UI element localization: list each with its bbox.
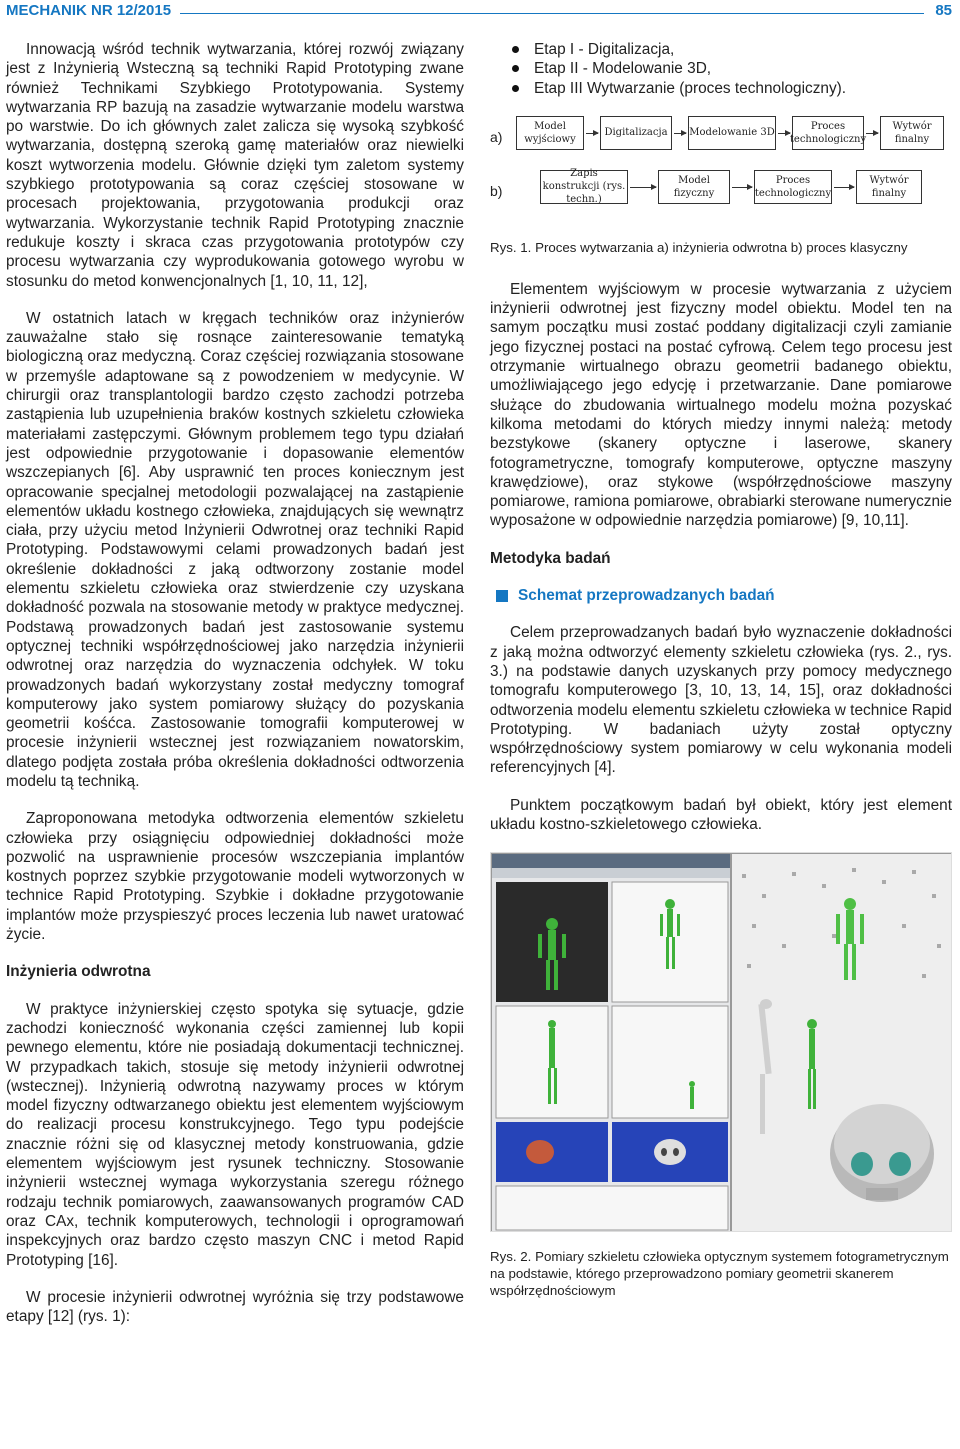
section-heading: Metodyka badań xyxy=(490,549,611,567)
arrow xyxy=(866,133,878,134)
diagram-box: Model wyjściowy xyxy=(516,116,584,150)
process-diagram xyxy=(490,112,952,217)
figure-caption: Rys. 2. Pomiary szkieletu człowieka optycznym systemem fotogrametrycznym na podstawie, którego przeprowadzono pomiary geometrii skanerem współrzędnościowym xyxy=(490,1249,949,1299)
row-label: b) xyxy=(490,182,503,199)
paragraph: Zaproponowana metodyka odtworzenia elementów szkieletu człowieka przy osiągnięciu odpowiedniej dokładności może pozwolić na usprawnienie procesów wszczepiania implantów kostnych poprzez szybkie przygotowanie modeli wytworzonych w technice Rapid Prototyping. Szybkie i dokładne przygotowanie implantów może przyspieszyć proces leczenia lub nawet uratować życie. xyxy=(6,810,464,944)
diagram-box: Wytwór finalny xyxy=(856,170,922,204)
arrow xyxy=(778,133,790,134)
diagram-box: Wytwór finalny xyxy=(880,116,944,150)
paragraph: W praktyce inżynierskiej często spotyka się sytuacje, gdzie zachodzi konieczność wykonania części zamiennej lub kopii pewnego elementu, które nie posiadają dokumentacji technicznej. W przypadkach takich, stosuje się metody inżynierii odwrotnej (wstecznej). Inżynierią odwrotną nazywamy proces w którym model fizyczny odtwarzanego obiektu jest elementem wyjściowym do realizacji procesu konstrukcyjnego. Tego typu podejście znacznie różni się od klasycznej metody konstruowania, gdzie elementem wyjściowym jest rysunek techniczny. Stosowanie inżynierii wstecznej wymaga wykorzystania szeregu różnego rodzaju technik pomiarowych, zaawansowanych programów CAD oraz CAx, technik komputerowych, technologii i oprogramowań inspekcyjnych oraz bardzo często maszyn CNC i metod Rapid Prototyping [16]. xyxy=(6,1000,464,1269)
stages-list xyxy=(508,40,952,98)
skeleton-renders xyxy=(731,853,952,1232)
arrow xyxy=(834,187,854,188)
software-screenshot xyxy=(491,853,731,1232)
row-label: a) xyxy=(490,128,503,145)
diagram-box: Modelowanie 3D xyxy=(688,116,776,150)
left-column xyxy=(6,40,464,1344)
diagram-box: Proces technologiczny xyxy=(754,170,832,204)
list-item: Etap II - Modelowanie 3D, xyxy=(508,59,952,78)
arrow xyxy=(586,133,598,134)
figure-caption: Rys. 1. Proces wytwarzania a) inżynieria odwrotna b) proces klasyczny xyxy=(490,239,908,255)
diagram-box: Zapis konstrukcji (rys. techn.) xyxy=(540,170,628,204)
paragraph: Celem przeprowadzanych badań było wyznaczenie dokładności z jaką można odtworzyć elementy szkieletu człowieka (rys. 2., rys. 3.) na podstawie danych uzyskanych przy pomocy medycznego tomografu komputerowego [3, 10, 13, 14, 15], oraz dokładności odtworzenia modelu elementu szkieletu człowieka w technice Rapid Prototyping. W badaniach użyty został optyczny współrzędnościowy system pomiarowy w celu wykonania modeli referencyjnych [4]. xyxy=(490,624,952,777)
arrow xyxy=(630,187,656,188)
scan-software-illustration xyxy=(492,854,731,1232)
journal-title: MECHANIK NR 12/2015 xyxy=(6,2,172,19)
arrow xyxy=(732,187,752,188)
paragraph: W procesie inżynierii odwrotnej wyróżnia się trzy podstawowe etapy [12] (rys. 1): xyxy=(6,1288,464,1326)
square-bullet-icon xyxy=(496,590,508,602)
diagram-box: Model fizyczny xyxy=(658,170,730,204)
arrow xyxy=(674,133,686,134)
skeleton-render-illustration xyxy=(732,854,952,1232)
right-column xyxy=(490,40,952,1323)
paragraph: Innowacją wśród technik wytwarzania, której rozwój związany jest z Inżynierią Wsteczną są techniki Rapid Prototyping zwane również Technikami Szybkiego Prototypowania. Systemy wytwarzania RP bazują na zasadzie wytwarzanie modelu warstwa po warstwie. Do ich głównych zalet zalicza się wysoką szybkość wytwarzania, dostępną szeroką gamę materiałów oraz niewielki koszt wytworzenia modelu. Głównie dzięki tym zaletom systemy szybkiego prototypowania są coraz częściej stosowane w procesach projektowania, przygotowania produkcji oraz wytwarzania. Wykorzystanie technik Rapid Prototyping znacznie redukuje koszty i skraca czas przygotowania prototypów czy procesu wytwarzania czy wyprodukowania gotowego wyrobu w stosunku do metod konwencjonalnych [1, 10, 11, 12], xyxy=(6,41,464,290)
paragraph: Punktem początkowym badań był obiekt, który jest element układu kostno-szkieletowego człowieka. xyxy=(490,796,952,834)
subsection-heading-text: Schemat przeprowadzanych badań xyxy=(518,587,775,605)
page-number: 85 xyxy=(935,2,952,19)
header-rule xyxy=(180,13,924,14)
skeleton-scan-figure xyxy=(490,852,952,1232)
diagram-box: Digitalizacja xyxy=(600,116,672,150)
paragraph: W ostatnich latach w kręgach techników oraz inżynierów zauważalne stało się rosnące zainteresowanie tematyką biologiczną oraz medyczną. Coraz częściej rozwiązania stosowane w przemyśle adaptowane są z powodzeniem w medycynie. W chirurgii oraz transplantologii bardzo często zachodzi potrzeba zastąpienia lub uzupełnienia braków kostnych szkieletu człowieka materiałami zastępczymi. Głównym problemem tego typu działań jest odpowiednie przygotowanie i dopasowanie elementów wszczepianych [6]. Aby usprawnić ten proces koniecznym jest opracowanie specjalnej metodologii pozwalającej na zastąpienie elementów układu kostnego człowieka, znajdujących się wewnątrz ciała, przy użyciu metod Inżynierii Odwrotnej oraz techniki Rapid Prototyping. Podstawowymi celami prowadzonych badań jest określenie dokładności z jaką odtworzony zostanie model elementu szkieletu człowieka oraz stwierdzenie czy uzyskana dokładność pozwala na stosowanie metody w praktyce medycznej. Podstawą prowadzonych badań jest zastosowanie systemu optycznej techniki współrzędnościowej jako narzędzia inżynierii odwrotnej oraz narzędzia do wyznaczenia odchyłek. W toku prowadzonych badań wykorzystany został medyczny tomograf komputerowy jako system pomiarowy służący do pozyskania geometrii kośćca. Zastosowanie tomografii komputerowej w procesie inżynierii wstecznej jest rozwiązaniem nowatorskim, dlatego podjęta została próba określenia dokładności odtworzenia modelu tą techniką. xyxy=(6,309,464,790)
diagram-box: Proces technologiczny xyxy=(792,116,864,150)
section-heading: Inżynieria odwrotna xyxy=(6,963,151,981)
diagram-row-a xyxy=(490,116,952,156)
diagram-row-b xyxy=(490,170,952,210)
page-header xyxy=(0,0,960,26)
list-item: Etap I - Digitalizacja, xyxy=(508,40,952,59)
subsection-heading xyxy=(490,586,952,605)
paragraph: Elementem wyjściowym w procesie wytwarzania z użyciem inżynierii odwrotnej jest fizyczny model obiektu. Model ten na samym początku musi zostać poddany digitalizacji czyli zamianie jego fizycznej postaci na postać cyfrową. Celem tego procesu jest otrzymanie wirtualnego obrazu geometrii badanego obiektu, umożliwiającego jego edycję i przetwarzanie. Dane pomiarowe służące do zbudowania wirtualnego modelu można pozyskać kilkoma metodami do których miedzy innymi należą: metody bezstykowe (skanery optyczne i laserowe, skanery fotogrametryczne, tomografy komputerowe, optyczne maszyny krawędziowe), oraz stykowe (współrzędnościowe maszyny pomiarowe, ramiona pomiarowe, obrabiarki sterowane numerycznie wyposażone w odpowiednie narzędzia pomiarowe) [9, 10,11]. xyxy=(490,280,952,530)
list-item: Etap III Wytwarzanie (proces technologiczny). xyxy=(508,79,952,98)
